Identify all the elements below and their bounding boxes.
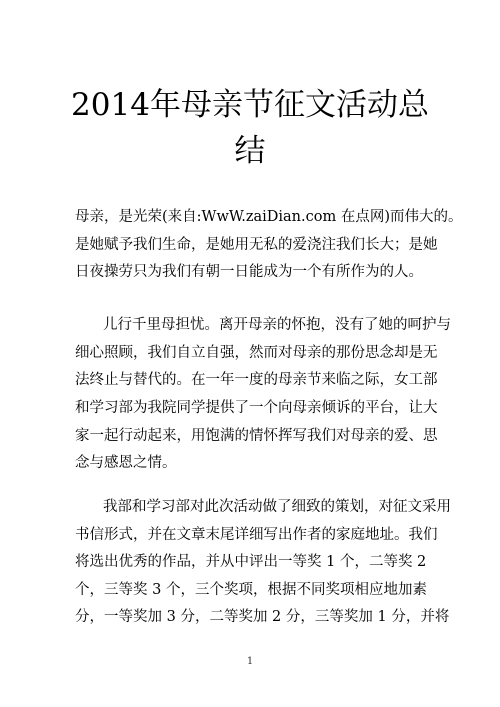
paragraph-2-line-6: 念与感恩之情。: [75, 455, 177, 471]
paragraph-1-line-1: 母亲，是光荣(来自:WwW.zaiDian.com 在点网)而伟大的。: [75, 209, 463, 225]
paragraph-3-line-2: 书信形式，并在文章末尾详细写出作者的家庭地址。我们: [75, 527, 438, 543]
paragraph-3-line-3: 将选出优秀的作品，并从中评出一等奖 1 个，二等奖 2: [75, 554, 427, 570]
paragraph-2-line-1: 儿行千里母担忧。离开母亲的怀抱，没有了她的呵护与: [103, 317, 451, 333]
paragraph-3-line-5: 分，一等奖加 3 分，二等奖加 2 分，三等奖加 1 分，并将: [75, 609, 450, 625]
document-title-line-2: 结: [234, 133, 266, 169]
document-title-line-1: 2014年母亲节征文活动总: [71, 87, 429, 123]
paragraph-1-line-2: 是她赋予我们生命，是她用无私的爱浇注我们长大；是她: [75, 237, 438, 253]
paragraph-1-line-3: 日夜操劳只为我们有朝一日能成为一个有所作为的人。: [75, 264, 423, 280]
paragraph-2-line-5: 家一起行动起来，用饱满的情怀挥写我们对母亲的爱、思: [75, 428, 438, 444]
paragraph-2-line-3: 法终止与替代的。在一年一度的母亲节来临之际，女工部: [75, 372, 438, 388]
paragraph-3-line-4: 个，三等奖 3 个，三个奖项，根据不同奖项相应地加素: [75, 582, 427, 598]
paragraph-2-line-4: 和学习部为我院同学提供了一个向母亲倾诉的平台，让大: [75, 400, 438, 416]
paragraph-2-line-2: 细心照顾，我们自立自强，然而对母亲的那份思念却是无: [75, 345, 438, 361]
page-number: 1: [246, 656, 254, 667]
paragraph-3-line-1: 我部和学习部对此次活动做了细致的策划，对征文采用: [103, 499, 451, 515]
